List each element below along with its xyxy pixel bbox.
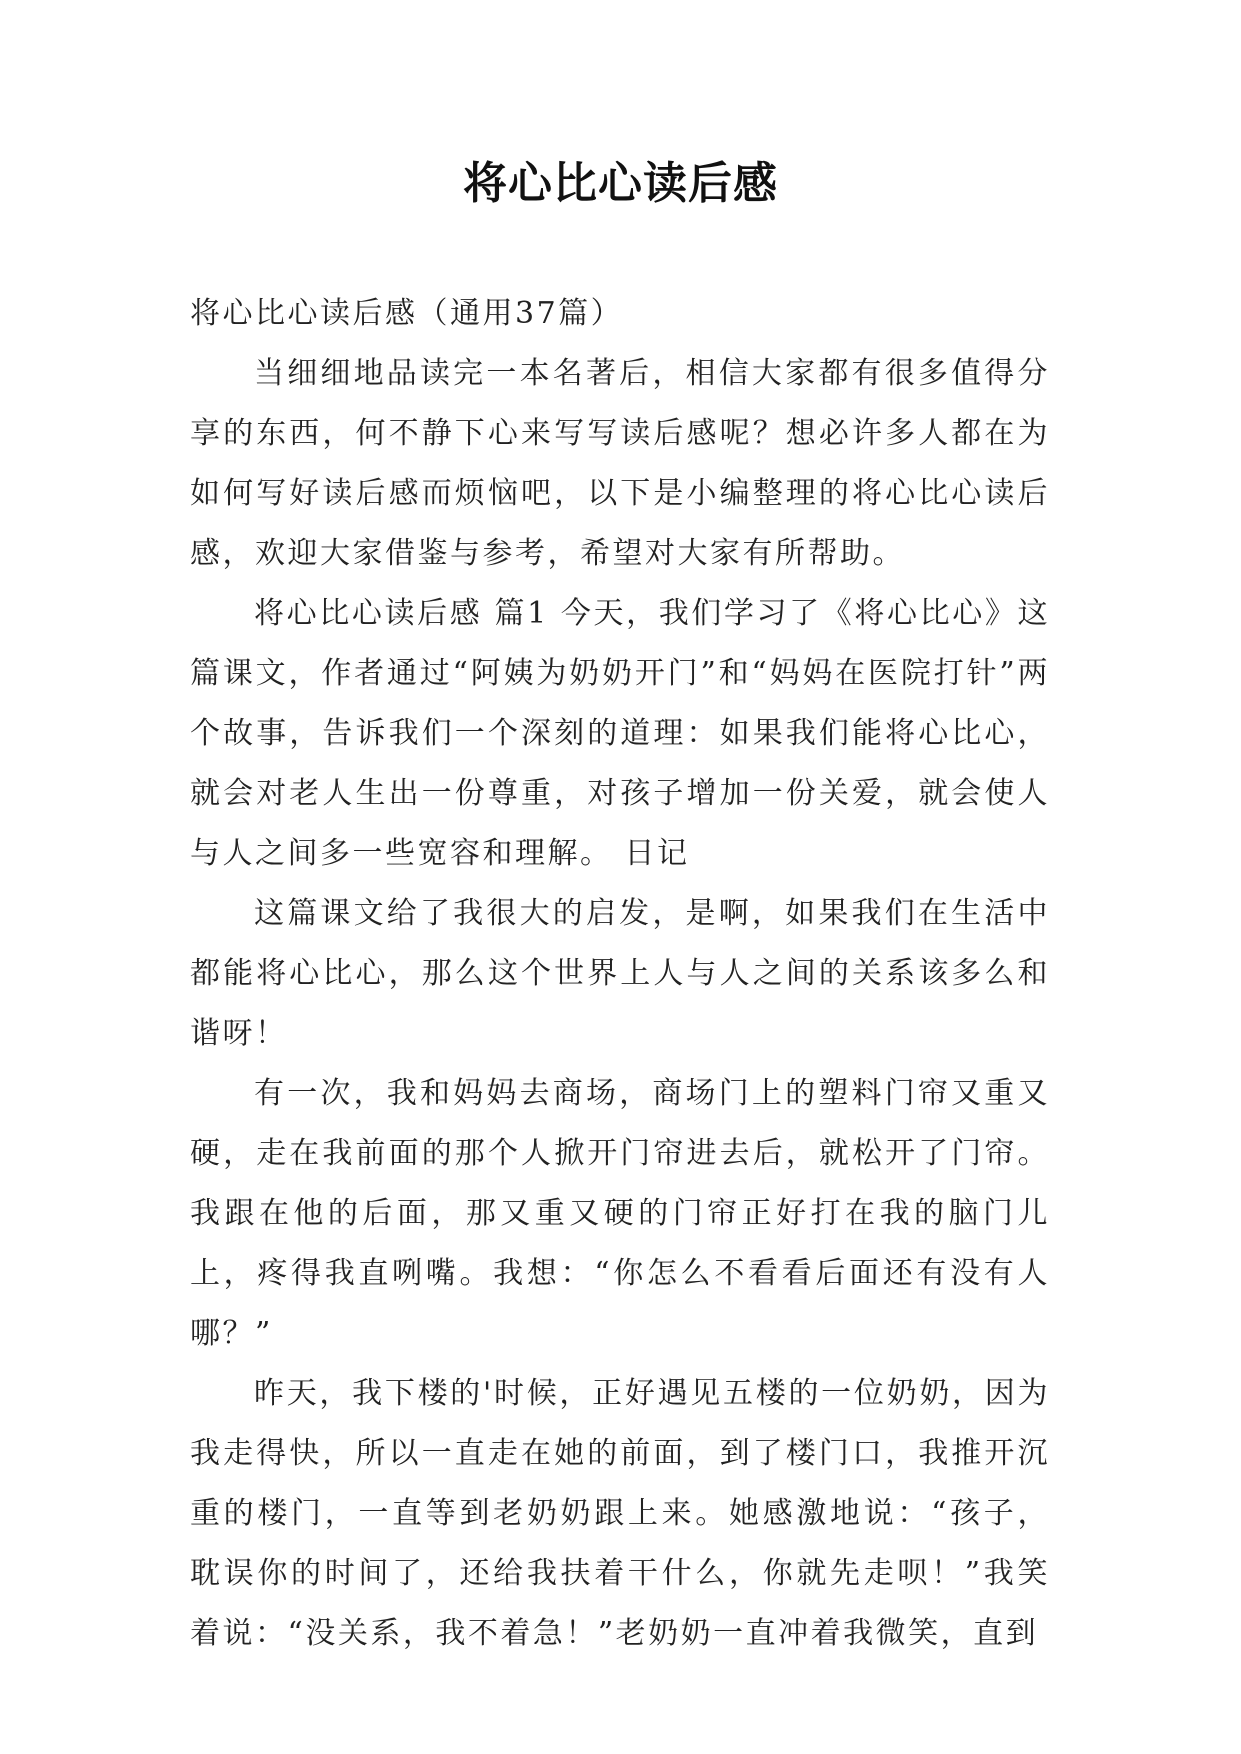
intro-paragraph: 当细细地品读完一本名著后，相信大家都有很多值得分享的东西，何不静下心来写写读后感呢？想必许多人都在为如何写好读后感而烦恼吧，以下是小编整理的将心比心读后感，欢迎大家借鉴与参考，希望对大家有所帮助。 (190, 356, 1050, 571)
body-paragraph: 昨天，我下楼的'时候，正好遇见五楼的一位奶奶，因为我走得快，所以一直走在她的前面，到了楼门口，我推开沉重的楼门，一直等到老奶奶跟上来。她感激地说：“孩子，耽误你的时间了，还给我扶着干什么，你就先走呗！”我笑着说：“没关系，我不着急！”老奶奶一直冲着我微笑，直到 (190, 1376, 1050, 1651)
document-subtitle: 将心比心读后感（通用37篇） (190, 296, 624, 331)
document-title: 将心比心读后感 (463, 158, 778, 209)
body-paragraph: 这篇课文给了我很大的启发，是啊，如果我们在生活中都能将心比心，那么这个世界上人与人之间的关系该多么和谐呀！ (190, 896, 1050, 1051)
body-paragraph: 有一次，我和妈妈去商场，商场门上的塑料门帘又重又硬，走在我前面的那个人掀开门帘进去后，就松开了门帘。我跟在他的后面，那又重又硬的门帘正好打在我的脑门儿上，疼得我直咧嘴。我想：“你怎么不看看后面还有没有人哪？” (190, 1076, 1050, 1351)
document-body (190, 284, 1050, 1664)
body-paragraph: 将心比心读后感 篇1 今天，我们学习了《将心比心》这篇课文，作者通过“阿姨为奶奶开门”和“妈妈在医院打针”两个故事，告诉我们一个深刻的道理：如果我们能将心比心，就会对老人生出一份尊重，对孩子增加一份关爱，就会使人与人之间多一些宽容和理解。 日记 (190, 596, 1050, 871)
